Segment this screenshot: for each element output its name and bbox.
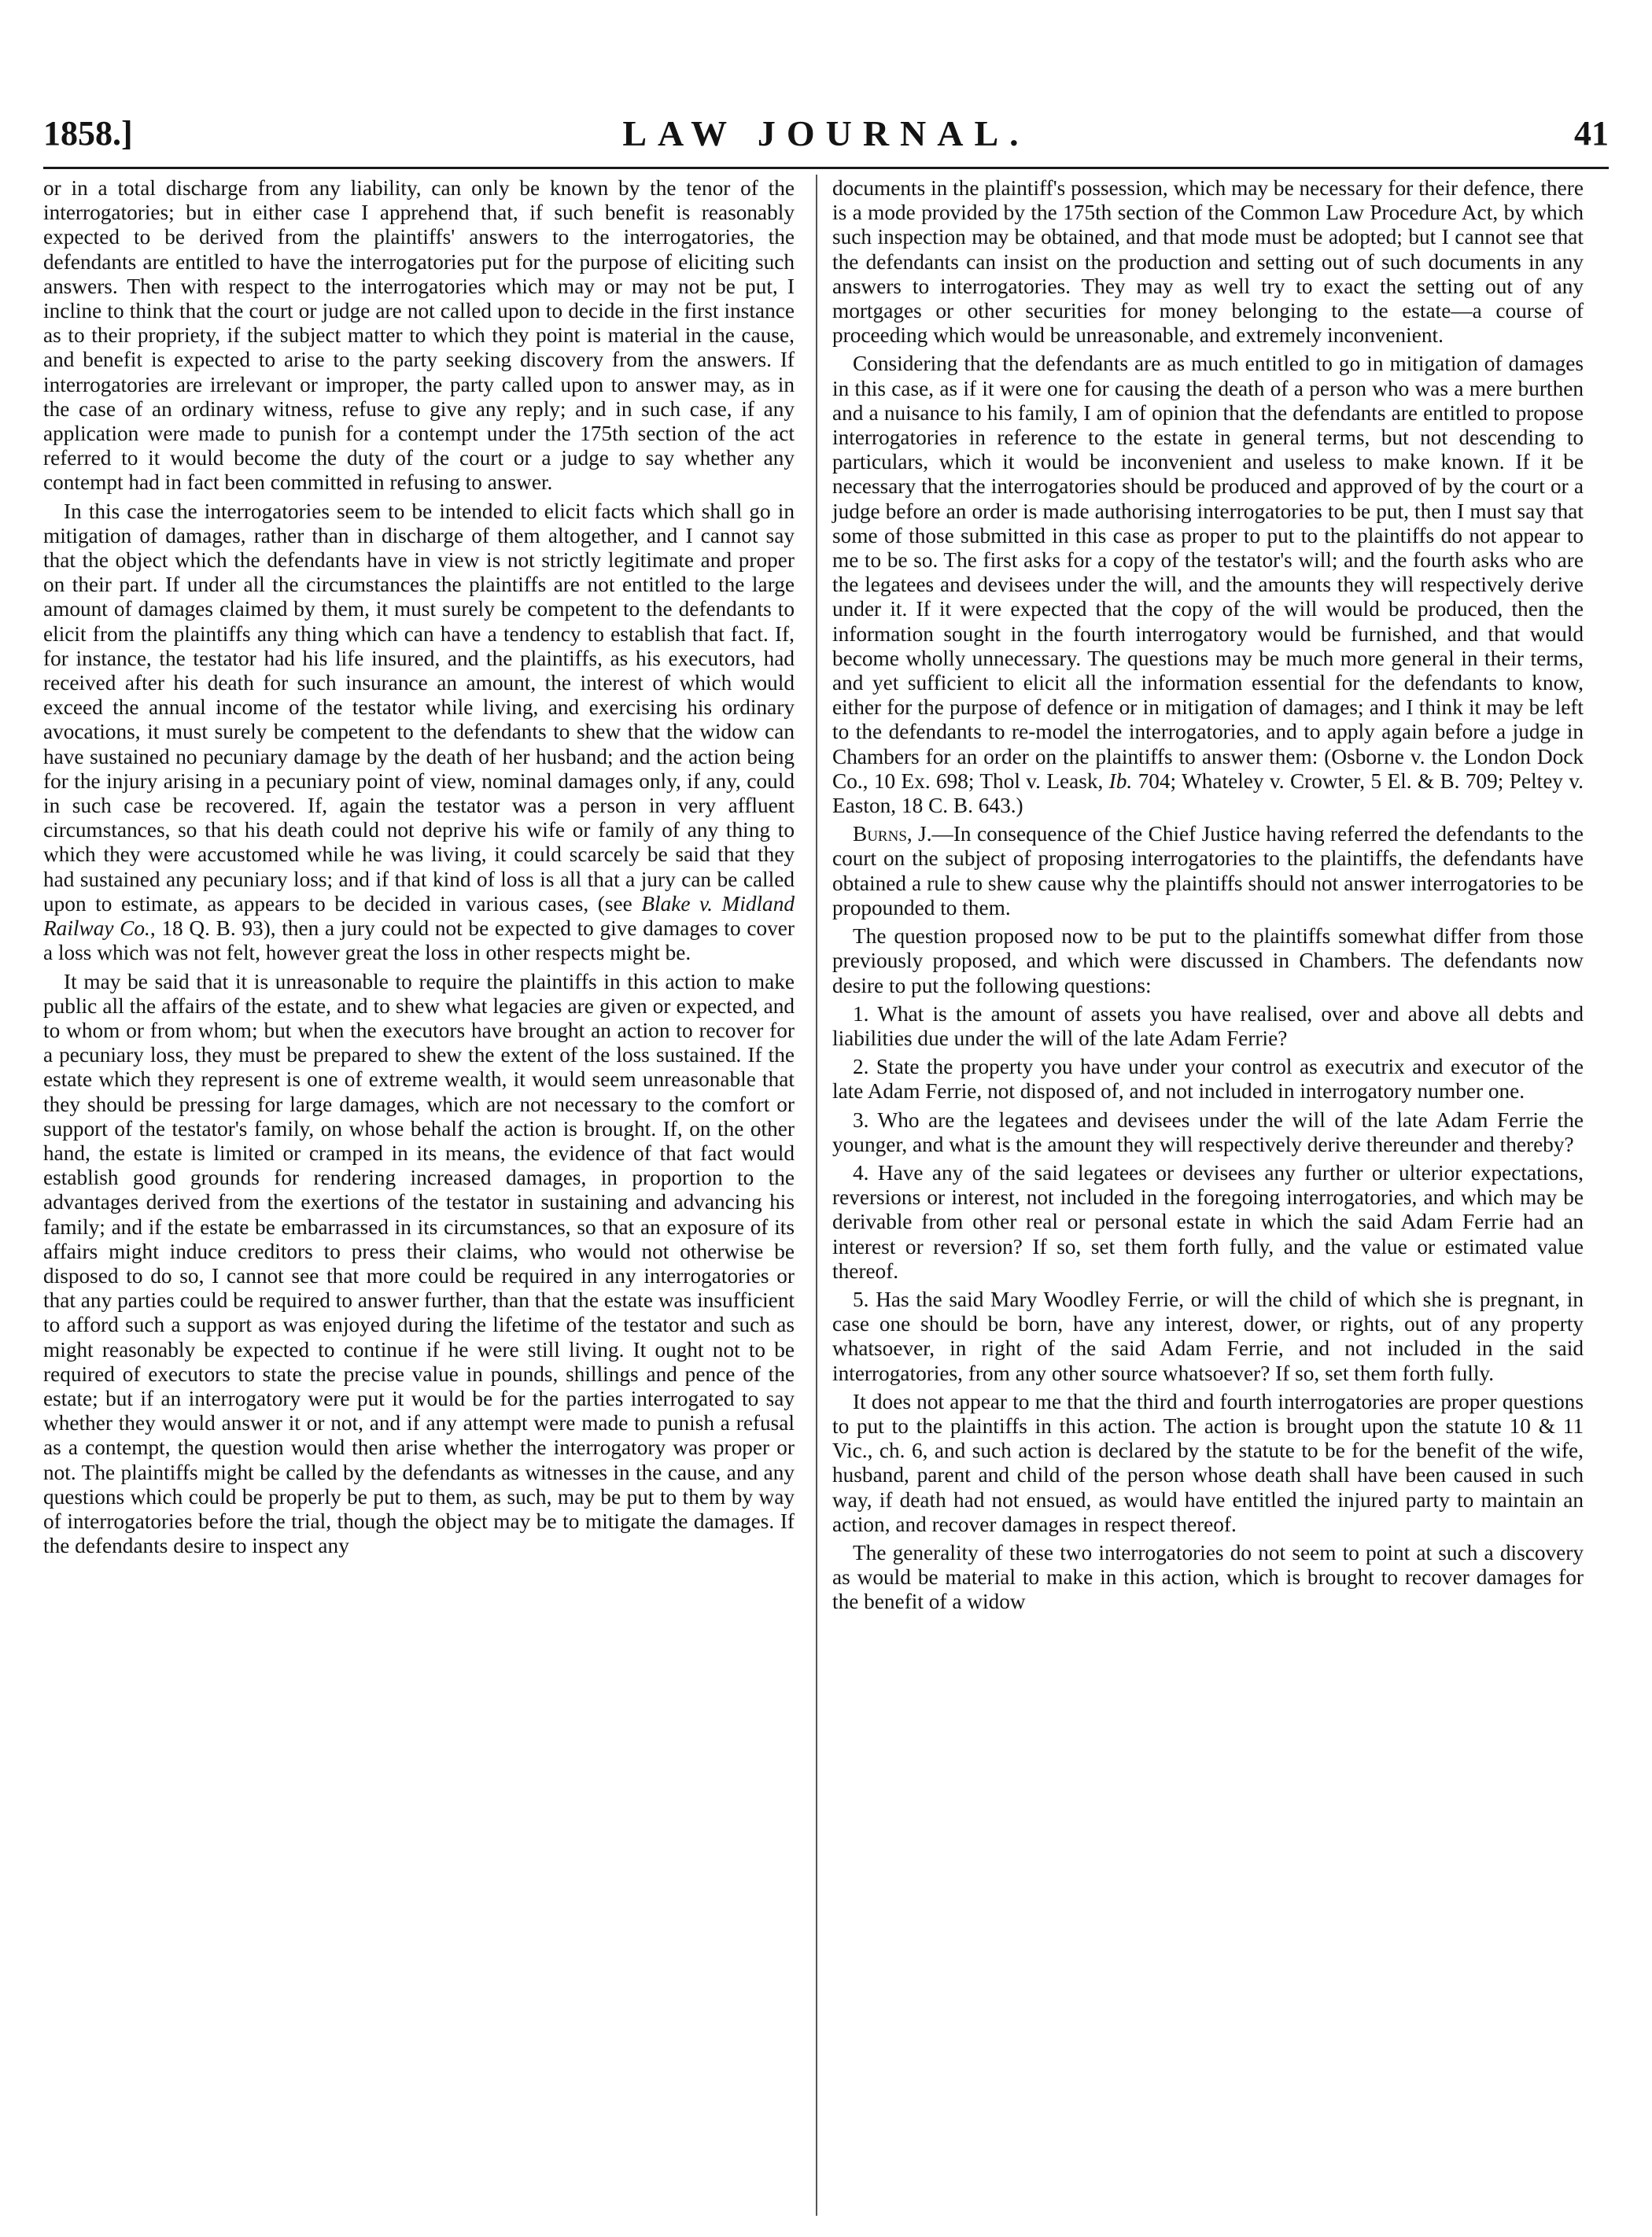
interrogatory-3: 3. Who are the legatees and devisees under the will of the late Adam Ferrie the younger, and what is the amount they will respectively derive thereunder and thereby?	[832, 1107, 1584, 1156]
interrogatory-1: 1. What is the amount of assets you have realised, over and above all debts and liabilities due under the will of the late Adam Ferrie?	[832, 1001, 1584, 1050]
paragraph: The generality of these two interrogatories do not seem to point at such a discovery as would be material to make in this action, which is brought to recover damages for the benefit of a widow	[832, 1540, 1584, 1614]
column-divider	[816, 175, 817, 2216]
paragraph	[832, 822, 1584, 920]
paragraph	[43, 499, 795, 966]
paragraph-text: In this case the interrogatories seem to be intended to elicit facts which shall go in mitigation of damages, rather than in discharge of them altogether, and I cannot say that the object which the defendants have in view is not strictly legitimate and proper on their part. If under all the circumstances the plaintiffs are not entitled to the large amount of damages claimed by them, it must surely be competent to the defendants to elicit from the plaintiffs any thing which can have a tendency to establish that fact. If, for instance, the testator had his life insured, and the plaintiffs, as his executors, had received after his death for such insurance an amount, the interest of which would exceed the annual income of the testator while living, and exercising his ordinary avocations, it must surely be competent to the defendants to shew that the widow can have sustained no pecuniary damage by the death of her husband; and the action being for the injury arising in a pecuniary point of view, nominal damages only, if any, could in such case be recovered. If, again the testator was a person in very affluent circumstances, so that his death could not deprive his wife or family of any thing to which they were accustomed while he was living, it could scarcely be said that they had sustained any pecuniary loss; and if that kind of loss is all that a jury can be called upon to estimate, as appears to be decided in various cases, (see	[43, 499, 795, 916]
interrogatory-5: 5. Has the said Mary Woodley Ferrie, or will the child of which she is pregnant, in case one should be born, have any interest, dower, or rights, out of any property whatsoever, in right of the said Adam Ferrie, and not included in the said interrogatories, from any other source whatsoever? If so, set them forth fully.	[832, 1287, 1584, 1385]
paragraph: or in a total discharge from any liability, can only be known by the tenor of the interrogatories; but in either case I apprehend that, if such benefit is reasonably expected to be derived from the plaintiffs' answers to the interrogatories, the defendants are entitled to have the interrogatories put for the purpose of eliciting such answers. Then with respect to the interrogatories which may or may not be put, I incline to think that the court or judge are not called upon to decide in the first instance as to their propriety, if the subject matter to which they point is material in the cause, and benefit is expected to arise to the party seeking discovery from the answers. If interrogatories are irrelevant or improper, the party called upon to answer may, as in the case of an ordinary witness, refuse to give any reply; and in such case, if any application were made to punish for a contempt under the 175th section of the act referred to it would become the duty of the court or a judge to say whether any contempt had in fact been committed in refusing to answer.	[43, 176, 795, 495]
paragraph-text: , 18 Q. B. 93), then a jury could not be expected to give damages to cover a loss which was not felt, however great the loss in other respects might be.	[43, 916, 795, 965]
page-header	[43, 110, 1609, 157]
paragraph: It may be said that it is unreasonable to require the plaintiffs in this action to make public all the affairs of the estate, and to shew what legacies are given or expected, and to whom or from whom; but when the executors have brought an action to recover for a pecuniary loss, they must be prepared to shew the extent of the loss sustained. If the estate which they represent is one of extreme wealth, it would seem unreasonable that they should be pressing for large damages, which are not necessary to the comfort or support of the testator's family, on whose behalf the action is brought. If, on the other hand, the estate is limited or cramped in its means, the evidence of that fact would establish good grounds for rendering increased damages, in proportion to the advantages derived from the exertions of the testator in sustaining and advancing his family; and if the estate be embarrassed in its circumstances, so that an exposure of its affairs might induce creditors to press their claims, who would not otherwise be disposed to do so, I cannot see that more could be required in any interrogatories or that any parties could be required to answer further, than that the estate was insufficient to afford such a support as was enjoyed during the lifetime of the testator and such as might reasonably be expected to continue if he were still living. It ought not to be required of executors to state the precise value in pounds, shillings and pence of the estate; but if an interrogatory were put it would be for the parties interrogated to say whether they would answer it or not, and if any attempt were made to punish a refusal as a contempt, the question would then arise whether the interrogatory was proper or not. The plaintiffs might be called by the defendants as witnesses in the cause, and any questions which could be properly be put to them, as such, may be put to them by way of interrogatories before the trial, though the object may be to mitigate the damages. If the defendants desire to inspect any	[43, 969, 795, 1558]
journal-title: LAW JOURNAL.	[622, 113, 1030, 153]
paragraph-text: 704; Whateley v. Crowter, 5 El. & B. 709; Peltey v. Easton, 18 C. B. 643.)	[832, 768, 1584, 818]
paragraph: The question proposed now to be put to the plaintiffs somewhat differ from those previously proposed, and which were discussed in Chambers. The defendants now desire to put the following questions:	[832, 924, 1584, 997]
page-number: 41	[1574, 114, 1609, 153]
paragraph	[832, 352, 1584, 818]
header-rule	[43, 167, 1609, 169]
paragraph-text: —In consequence of the Chief Justice having referred the defendants to the court on the subject of proposing interrogatories to the plaintiffs, the defendants have obtained a rule to shew cause why the plaintiffs should not answer interrogatories to be propounded to them.	[832, 822, 1584, 919]
ibid-citation: Ib.	[1108, 768, 1133, 793]
paragraph-text: Considering that the defendants are as much entitled to go in mitigation of damages in this case, as if it were one for causing the death of a person who was a mere burthen and a nuisance to his family, I am of opinion that the defendants are entitled to propose interrogatories in reference to the estate in general terms, but not descending to particulars, which it would be inconvenient and useless to make known. If it be necessary that the interrogatories should be produced and approved of by the court or a judge before an order is made authorising interrogatories to be put, then I must say that some of those submitted in this case as proper to put to the plaintiffs do not appear to me to be so. The first asks for a copy of the testator's will; and the fourth asks who are the legatees and devisees under the will, and the amounts they will respectively derive under it. If it were expected that the copy of the will would be produced, then the information sought in the fourth interrogatory would be furnished, and that would become wholly unnecessary. The questions may be much more general in their terms, and yet sufficient to elicit all the information essential for the defendants to know, either for the purpose of defence or in mitigation of damages; and I think it may be left to the defendants to re-model the interrogatories, and to apply again before a judge in Chambers for an order on the plaintiffs to answer them: (Osborne v. the London Dock Co., 10 Ex. 698; Thol v. Leask,	[832, 352, 1584, 793]
interrogatory-2: 2. State the property you have under your control as executrix and executor of the late Adam Ferrie, not disposed of, and not included in interrogatory number one.	[832, 1055, 1584, 1104]
case-citation: Blake v. Midland Railway Co.	[43, 891, 795, 941]
right-column	[832, 176, 1584, 1619]
paragraph: It does not appear to me that the third and fourth interrogatories are proper questions to put to the plaintiffs in this action. The action is brought upon the statute 10 & 11 Vic., ch. 6, and such action is declared by the statute to be for the benefit of the wife, husband, parent and child of the person whose death shall have been caused in such way, if death had not ensued, as would have entitled the injured party to maintain an action, and recover damages in respect thereof.	[832, 1389, 1584, 1536]
paragraph: documents in the plaintiff's possession, which may be necessary for their defence, there is a mode provided by the 175th section of the Common Law Procedure Act, by which such inspection may be obtained, and that mode must be adopted; but I cannot see that the defendants can insist on the production and setting out of such documents in any answers to interrogatories. They may as well try to exact the setting out of any mortgages or other securities for money belonging to the estate—a course of proceeding which would be unreasonable, and extremely inconvenient.	[832, 176, 1584, 348]
left-column	[43, 176, 795, 1562]
judge-name: Burns, J.	[853, 822, 932, 846]
header-year: 1858.]	[43, 114, 133, 153]
interrogatory-4: 4. Have any of the said legatees or devisees any further or ulterior expectations, reversions or interest, not included in the foregoing interrogatories, and which may be derivable from other real or personal estate in which the said Adam Ferrie had an interest or reversion? If so, set them forth fully, and the value or estimated value thereof.	[832, 1160, 1584, 1283]
